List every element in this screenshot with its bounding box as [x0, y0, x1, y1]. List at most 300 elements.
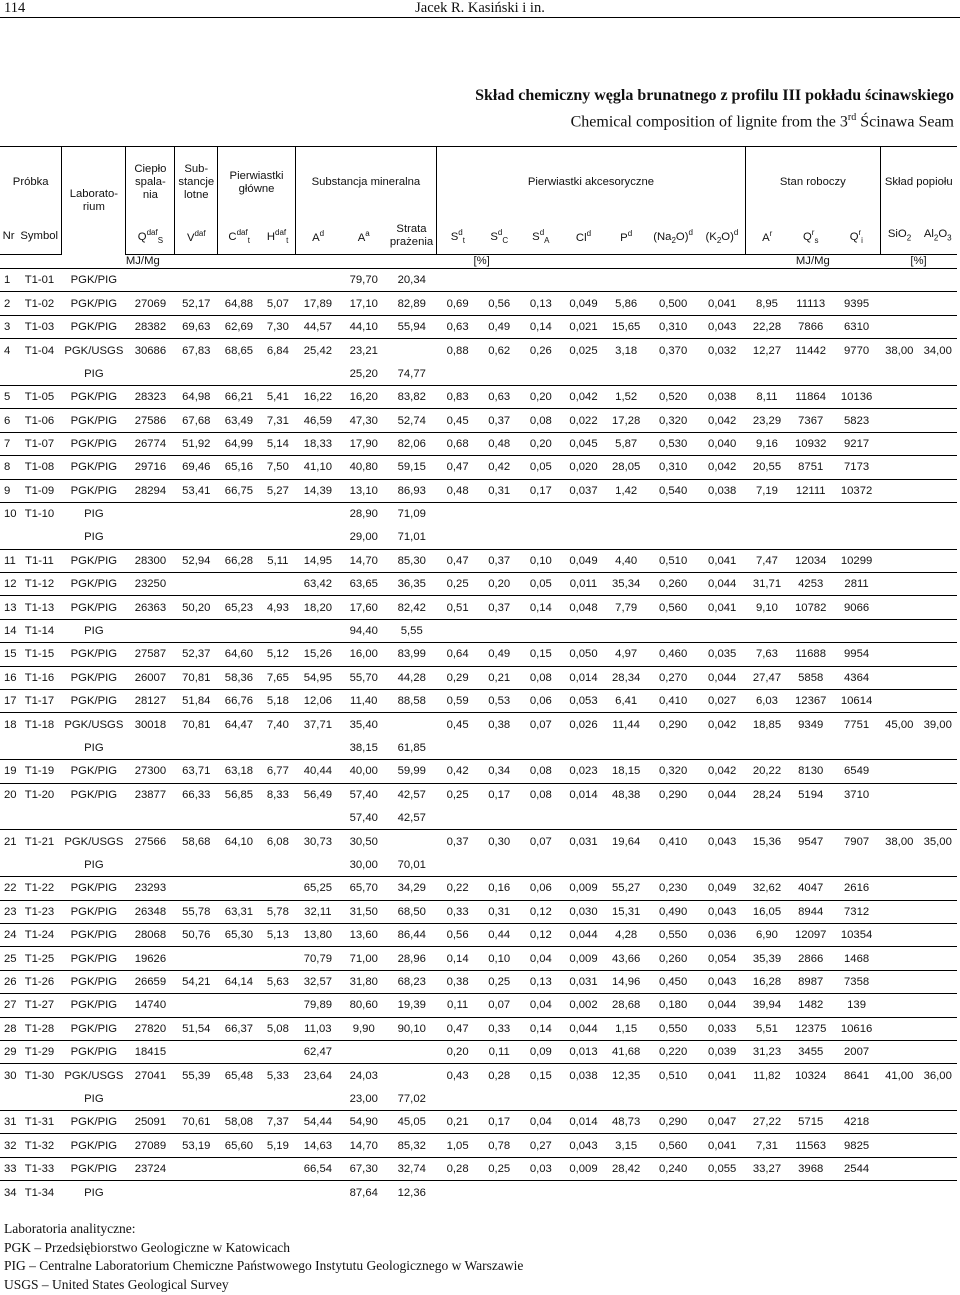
table-cell: 55,70 [340, 666, 387, 689]
table-cell [880, 502, 918, 525]
table-cell: 0,47 [436, 1017, 479, 1040]
table-cell [880, 1017, 918, 1040]
table-cell: 9217 [833, 432, 880, 455]
table-cell: 0,014 [562, 783, 605, 806]
table-cell [436, 1087, 479, 1110]
table-cell: 9547 [788, 830, 833, 853]
table-cell: T1-04 [17, 339, 62, 362]
table-cell [648, 269, 699, 292]
table-cell: 10299 [833, 549, 880, 572]
table-cell: 0,45 [436, 409, 479, 432]
table-cell: 28,24 [746, 783, 789, 806]
table-cell [880, 994, 918, 1017]
table-cell: 48,38 [605, 783, 648, 806]
table-cell: PGK/PIG [62, 573, 126, 596]
table-cell: 46,59 [295, 409, 340, 432]
table-cell: PGK/PIG [62, 292, 126, 315]
table-cell: 87,64 [340, 1181, 387, 1204]
table-cell [918, 315, 957, 338]
table-cell: 33 [0, 1157, 17, 1180]
table-cell: 39,00 [918, 713, 957, 736]
table-cell: 7907 [833, 830, 880, 853]
table-cell: 0,63 [479, 385, 520, 408]
table-cell: 0,240 [648, 1157, 699, 1180]
table-cell [918, 1157, 957, 1180]
table-cell: 0,07 [479, 994, 520, 1017]
table-cell: 8130 [788, 760, 833, 783]
table-cell: 11,03 [295, 1017, 340, 1040]
table-cell [699, 853, 746, 876]
table-row [0, 806, 957, 829]
table-cell: 0,63 [436, 315, 479, 338]
table-cell [479, 502, 520, 525]
table-cell: PGK/PIG [62, 409, 126, 432]
sym-al2o3: $Al_2O_3$ [918, 219, 957, 255]
table-cell [295, 806, 340, 829]
table-cell [918, 900, 957, 923]
table-body [0, 269, 957, 1205]
table-cell: 9,90 [340, 1017, 387, 1040]
table-cell: 64,60 [218, 643, 261, 666]
table-cell: 65,48 [218, 1064, 261, 1087]
table-cell [175, 1040, 218, 1063]
table-row [0, 456, 957, 479]
table-cell: PGK/PIG [62, 994, 126, 1017]
table-cell: 0,310 [648, 315, 699, 338]
table-cell [218, 526, 261, 549]
table-cell: 56,49 [295, 783, 340, 806]
table-cell: 0,05 [519, 456, 562, 479]
table-cell [519, 1181, 562, 1204]
table-cell [699, 1087, 746, 1110]
table-cell: T1-06 [17, 409, 62, 432]
table-cell: T1-12 [17, 573, 62, 596]
table-cell: 5,33 [260, 1064, 295, 1087]
table-cell [175, 502, 218, 525]
table-cell: 6 [0, 409, 17, 432]
table-cell [218, 853, 261, 876]
table-cell: PGK/PIG [62, 970, 126, 993]
table-cell [218, 1181, 261, 1204]
table-cell [387, 1064, 436, 1087]
table-cell [218, 573, 261, 596]
table-cell: 65,23 [218, 596, 261, 619]
table-cell: 0,043 [699, 315, 746, 338]
footnote-pgk: PGK – Przedsiębiorstwo Geologiczne w Katowicach [4, 1239, 291, 1255]
table-cell [880, 409, 918, 432]
table-cell [0, 853, 17, 876]
table-cell: 13 [0, 596, 17, 619]
table-cell: 0,290 [648, 783, 699, 806]
table-row [0, 877, 957, 900]
table-cell: 26659 [126, 970, 175, 993]
sym-s-d-a: $S^d_A$ [519, 219, 562, 255]
table-cell: 25,20 [349, 367, 378, 380]
table-cell [918, 666, 957, 689]
table-cell: 0,34 [479, 760, 520, 783]
table-cell: 67,83 [175, 339, 218, 362]
table-cell: 0,013 [562, 1040, 605, 1063]
table-cell: 44,10 [340, 315, 387, 338]
table-title-pl: Skład chemiczny węgla brunatnego z profilu III pokładu ścinawskiego [475, 87, 954, 104]
table-cell [880, 1087, 918, 1110]
table-cell [175, 526, 218, 549]
table-cell: 69,46 [175, 456, 218, 479]
table-cell [519, 526, 562, 549]
table-cell: 32,74 [387, 1157, 436, 1180]
table-cell [175, 1181, 218, 1204]
table-cell: 3 [0, 315, 17, 338]
table-cell: 27300 [126, 760, 175, 783]
table-cell: 0,260 [648, 947, 699, 970]
table-cell: 0,290 [648, 1111, 699, 1134]
table-cell: 15,65 [605, 315, 648, 338]
table-cell [126, 526, 175, 549]
table-cell: 48,73 [605, 1111, 648, 1134]
table-cell [218, 269, 261, 292]
table-cell [126, 269, 175, 292]
table-cell: 13,10 [340, 479, 387, 502]
table-cell: 5,07 [260, 292, 295, 315]
table-cell [918, 362, 957, 385]
table-cell: 26774 [126, 432, 175, 455]
table-cell: 10136 [833, 385, 880, 408]
table-cell: 14,63 [295, 1134, 340, 1157]
table-cell [880, 736, 918, 759]
table-cell: PIG [62, 502, 126, 525]
table-cell: 6,41 [605, 690, 648, 713]
table-row [0, 502, 957, 525]
table-cell [519, 853, 562, 876]
table-cell: T1-17 [17, 690, 62, 713]
sym-s-d-t: $S^d_t$ [436, 219, 479, 255]
table-cell: 66,54 [295, 1157, 340, 1180]
table-cell [175, 1087, 218, 1110]
table-cell [918, 736, 957, 759]
table-cell [260, 362, 295, 385]
table-cell [746, 362, 789, 385]
table-cell: 28382 [126, 315, 175, 338]
table-cell: 34 [0, 1181, 17, 1204]
table-cell: 30 [0, 1064, 17, 1087]
table-cell: 12,06 [295, 690, 340, 713]
table-cell: 14 [0, 619, 17, 642]
table-cell [519, 1087, 562, 1110]
table-cell: 0,04 [519, 947, 562, 970]
table-cell [788, 269, 833, 292]
table-cell: 7358 [833, 970, 880, 993]
table-cell: 56,85 [218, 783, 261, 806]
table-cell: 0,11 [479, 1040, 520, 1063]
page-header [0, 0, 960, 20]
table-cell [788, 526, 833, 549]
table-cell: 9349 [788, 713, 833, 736]
table-cell: 74,77 [397, 367, 426, 380]
col-pierwiastki-akcesoryczne: Pierwiastki akcesoryczne [436, 147, 745, 219]
table-cell: PGK/PIG [62, 877, 126, 900]
table-cell: 0,26 [519, 339, 562, 362]
table-cell: 88,58 [387, 690, 436, 713]
table-cell [788, 1181, 833, 1204]
table-cell: 10614 [833, 690, 880, 713]
table-cell: 1482 [788, 994, 833, 1017]
table-cell: 0,031 [562, 970, 605, 993]
table-cell: 54,21 [175, 970, 218, 993]
table-cell [260, 502, 295, 525]
table-cell: 3710 [833, 783, 880, 806]
table-cell: 0,230 [648, 877, 699, 900]
table-cell: 35,00 [918, 830, 957, 853]
table-cell: 2616 [833, 877, 880, 900]
table-cell: 0,053 [562, 690, 605, 713]
table-cell: 10932 [788, 432, 833, 455]
table-cell [479, 853, 520, 876]
table-row [0, 760, 957, 783]
table-cell: 6,08 [260, 830, 295, 853]
table-cell: 23,21 [340, 339, 387, 362]
table-cell: 0,27 [519, 1134, 562, 1157]
table-cell [0, 362, 17, 385]
table-cell [562, 502, 605, 525]
table-cell: 0,039 [699, 1040, 746, 1063]
table-cell: 28,90 [340, 502, 387, 525]
table-cell [218, 1157, 261, 1180]
table-cell [260, 1181, 295, 1204]
table-cell [880, 385, 918, 408]
table-cell: 2811 [833, 573, 880, 596]
table-cell: 0,220 [648, 1040, 699, 1063]
table-cell: 70,81 [175, 713, 218, 736]
table-cell [880, 783, 918, 806]
table-cell: 20,22 [746, 760, 789, 783]
table-cell: 0,043 [562, 1134, 605, 1157]
table-cell [833, 1087, 880, 1110]
table-cell [175, 947, 218, 970]
table-cell: 5,41 [260, 385, 295, 408]
sym-a-r: $A^r$ [746, 219, 789, 255]
table-cell: 0,08 [519, 409, 562, 432]
table-cell: 55,39 [175, 1064, 218, 1087]
table-cell: 59,15 [387, 456, 436, 479]
table-row [0, 1017, 957, 1040]
table-cell: 30,00 [349, 858, 378, 871]
table-cell: 28300 [126, 549, 175, 572]
table-cell: 45,00 [880, 713, 918, 736]
table-cell: 0,370 [648, 339, 699, 362]
table-cell: PGK/PIG [62, 315, 126, 338]
table-cell: T1-10 [17, 502, 62, 525]
table-cell: 0,049 [562, 549, 605, 572]
table-row [0, 1181, 957, 1204]
table-cell: 63,65 [340, 573, 387, 596]
table-cell: 1,42 [605, 479, 648, 502]
table-cell: 3,18 [605, 339, 648, 362]
table-cell: 8,95 [746, 292, 789, 315]
table-cell: 9,16 [746, 432, 789, 455]
table-cell: 27566 [126, 830, 175, 853]
table-cell [605, 362, 648, 385]
table-cell: 0,31 [479, 479, 520, 502]
table-cell [126, 1087, 175, 1110]
table-cell: 18,85 [746, 713, 789, 736]
table-cell: 5,27 [260, 479, 295, 502]
table-cell: 0,20 [519, 385, 562, 408]
table-cell: 0,88 [436, 339, 479, 362]
table-cell: 28,05 [605, 456, 648, 479]
table-cell: 0,320 [648, 760, 699, 783]
table-row [0, 362, 957, 385]
col-cieplo: Ciepło spala- nia [126, 147, 175, 219]
table-cell: T1-28 [17, 1017, 62, 1040]
table-cell [918, 456, 957, 479]
table-row [0, 1064, 957, 1087]
table-cell: 35,39 [746, 947, 789, 970]
table-cell [880, 269, 918, 292]
table-row [0, 409, 957, 432]
table-cell: 7173 [833, 456, 880, 479]
table-cell: 12375 [788, 1017, 833, 1040]
title-en-part-b: Ścinawa Seam [856, 113, 954, 131]
table-cell: 86,93 [387, 479, 436, 502]
table-cell: 0,041 [699, 1134, 746, 1157]
table-cell [918, 806, 957, 829]
table-cell: 0,43 [436, 1064, 479, 1087]
table-cell: 58,36 [218, 666, 261, 689]
table-cell: 65,60 [218, 1134, 261, 1157]
table-cell [788, 736, 833, 759]
table-cell: 0,48 [479, 432, 520, 455]
table-cell: 11563 [788, 1134, 833, 1157]
table-cell: 51,92 [175, 432, 218, 455]
table-cell: 2 [0, 292, 17, 315]
table-cell: 7 [0, 432, 17, 455]
table-cell: 0,69 [436, 292, 479, 315]
table-cell [699, 362, 746, 385]
table-cell [648, 853, 699, 876]
table-cell: 0,45 [436, 713, 479, 736]
table-cell [918, 947, 957, 970]
table-cell [605, 619, 648, 642]
table-cell [746, 502, 789, 525]
table-cell [479, 269, 520, 292]
table-cell: 0,38 [436, 970, 479, 993]
table-cell [218, 502, 261, 525]
table-cell: 0,28 [436, 1157, 479, 1180]
table-cell: 27587 [126, 643, 175, 666]
table-cell: 31,80 [340, 970, 387, 993]
table-cell: T1-01 [24, 274, 55, 287]
table-cell: 0,47 [436, 549, 479, 572]
table-cell [918, 877, 957, 900]
table-cell [833, 362, 880, 385]
table-cell: 0,17 [479, 1111, 520, 1134]
table-cell: 29716 [126, 456, 175, 479]
table-cell: 10782 [788, 596, 833, 619]
table-cell: 1,52 [605, 385, 648, 408]
table-cell [0, 526, 17, 549]
table-cell: 9395 [833, 292, 880, 315]
table-cell: 0,64 [436, 643, 479, 666]
table-cell: 68,23 [387, 970, 436, 993]
table-cell: PIG [84, 367, 104, 380]
table-cell [918, 923, 957, 946]
table-cell: 0,050 [562, 643, 605, 666]
table-cell: 0,044 [562, 1017, 605, 1040]
table-cell: 15,36 [746, 830, 789, 853]
table-cell: 16,05 [746, 900, 789, 923]
sym-cl-d: Cl$^d$ [562, 219, 605, 255]
table-cell: 9825 [833, 1134, 880, 1157]
table-cell: 0,044 [699, 666, 746, 689]
table-cell [562, 736, 605, 759]
table-cell: T1-18 [17, 713, 62, 736]
table-cell [746, 526, 789, 549]
table-cell [436, 269, 479, 292]
table-cell [295, 269, 340, 292]
table-cell: 0,023 [562, 760, 605, 783]
col-stan-roboczy: Stan roboczy [746, 147, 880, 219]
table-cell [218, 877, 261, 900]
table-row [0, 1087, 957, 1110]
table-cell: 68,65 [218, 339, 261, 362]
table-cell: 0,290 [648, 713, 699, 736]
table-cell [880, 690, 918, 713]
table-cell [918, 573, 957, 596]
table-cell: 41,00 [880, 1064, 918, 1087]
table-cell [880, 479, 918, 502]
table-cell: 6,77 [260, 760, 295, 783]
table-cell [918, 292, 957, 315]
table-cell: PGK/PIG [62, 1017, 126, 1040]
table-row [0, 1111, 957, 1134]
table-cell: 4,97 [605, 643, 648, 666]
table-cell: 0,009 [562, 1157, 605, 1180]
table-cell: 8,33 [260, 783, 295, 806]
table-row [0, 736, 957, 759]
table-cell: PGK/PIG [62, 432, 126, 455]
table-cell [788, 619, 833, 642]
table-cell: 54,44 [295, 1111, 340, 1134]
table-cell: 26363 [126, 596, 175, 619]
table-cell: 0,25 [436, 783, 479, 806]
table-cell: 28,42 [605, 1157, 648, 1180]
table-cell: PIG [62, 619, 126, 642]
table-row [0, 853, 957, 876]
table-cell [746, 806, 789, 829]
table-cell [699, 619, 746, 642]
table-cell: 0,21 [479, 666, 520, 689]
footnote-pig: PIG – Centralne Laboratorium Chemiczne Państwowego Instytutu Geologicznego w Warszawie [4, 1258, 524, 1273]
table-cell: 8987 [788, 970, 833, 993]
table-cell [387, 830, 436, 853]
table-cell [562, 362, 605, 385]
table-cell: 27586 [126, 409, 175, 432]
table-cell: 0,49 [479, 643, 520, 666]
table-cell: 63,71 [175, 760, 218, 783]
sym-sio2: SiO$_2$ [880, 219, 918, 255]
unit-mjmg-1: MJ/Mg [126, 255, 218, 269]
table-cell: 29,00 [349, 531, 378, 544]
table-cell [880, 853, 918, 876]
table-cell [833, 736, 880, 759]
table-cell: 40,44 [295, 760, 340, 783]
table-cell: 63,42 [295, 573, 340, 596]
table-cell [340, 1040, 387, 1063]
table-cell: 71,09 [387, 502, 436, 525]
table-cell: 5,11 [260, 549, 295, 572]
table-cell: 0,009 [562, 877, 605, 900]
table-cell [218, 994, 261, 1017]
